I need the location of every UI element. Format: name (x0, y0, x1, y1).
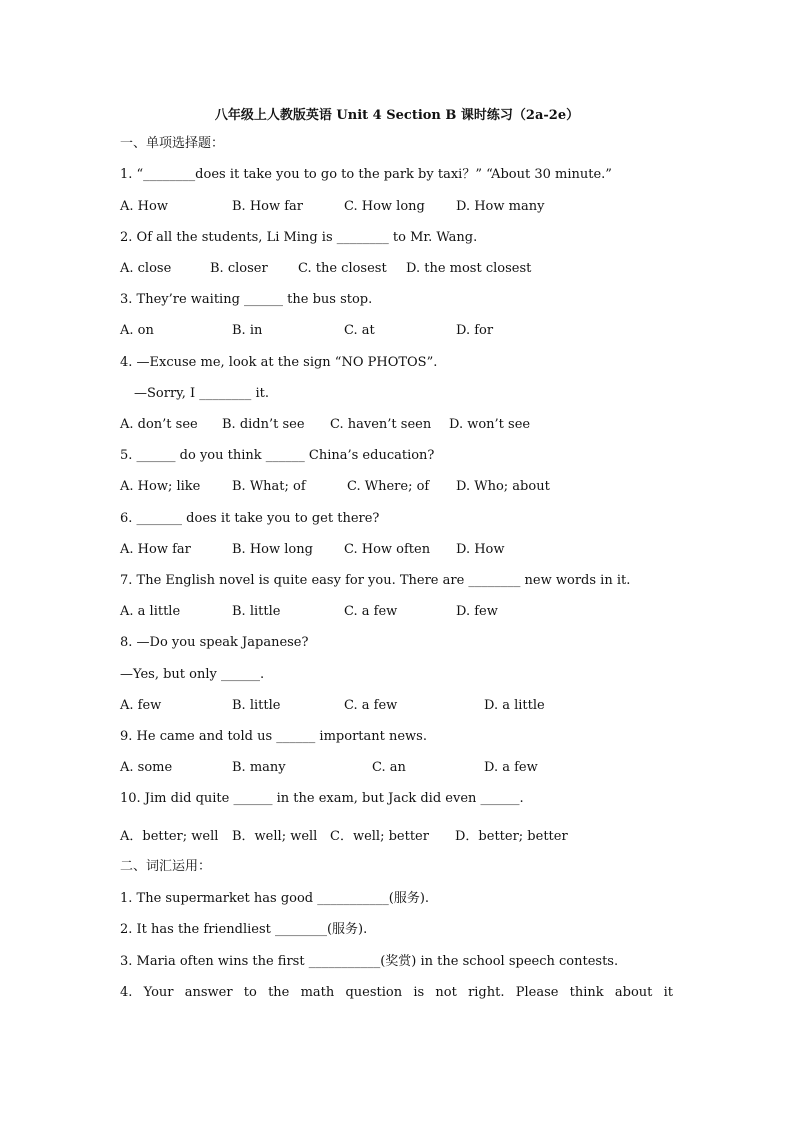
option-a: A. some (120, 760, 173, 775)
option-b: B. closer (210, 261, 268, 276)
option-c: C. the closest (298, 261, 387, 276)
option-b: B．well; well (232, 829, 318, 844)
vocab-item-4 (120, 985, 673, 1001)
option-d: D. How many (456, 199, 545, 214)
question-1-stem: 1. “________does it take you to go to the park by taxi？” “About 30 minute.” (120, 167, 612, 182)
option-d: D. few (456, 604, 498, 619)
question-9-stem: 9. He came and told us ______ important news. (120, 729, 427, 744)
option-b: B. How long (232, 542, 313, 557)
option-d: D. a little (484, 698, 545, 713)
question-8-stem: 8. —Do you speak Japanese? (120, 635, 309, 650)
question-6-stem: 6. _______ does it take you to get there? (120, 511, 380, 526)
option-c: C. a few (344, 698, 398, 713)
option-a: A. close (120, 261, 172, 276)
vocab-item-3: 3. Maria often wins the first ___________(奖赏) in the school speech contests. (120, 954, 619, 969)
word: about (614, 985, 653, 1000)
word: answer (184, 985, 233, 1000)
word: to (243, 985, 257, 1000)
word: right. (468, 985, 505, 1000)
option-d: D. How (456, 542, 505, 557)
vocab-item-1: 1. The supermarket has good ___________(服务). (120, 891, 430, 906)
option-a: A. How (120, 199, 168, 214)
question-10-stem: 10. Jim did quite ______ in the exam, but Jack did even ______. (120, 791, 524, 806)
option-a: A. on (120, 323, 154, 338)
option-a: A. don’t see (120, 417, 198, 432)
option-d: D. the most closest (406, 261, 532, 276)
section-2-heading: 二、词汇运用： (120, 859, 212, 874)
option-d: D. Who; about (456, 479, 550, 494)
word: it (663, 985, 673, 1000)
option-d: D. for (456, 323, 494, 338)
word: question (345, 985, 403, 1000)
option-c: C. Where; of (347, 479, 430, 494)
word: Please (515, 985, 559, 1000)
option-c: C. a few (344, 604, 398, 619)
option-d: D. a few (484, 760, 538, 775)
question-5-stem: 5. ______ do you think ______ China’s education? (120, 448, 435, 463)
word: think (569, 985, 604, 1000)
option-c: C. at (344, 323, 375, 338)
option-b: B. many (232, 760, 286, 775)
worksheet-title: 八年级上人教版英语 Unit 4 Section B 课时练习（2a-2e） (214, 108, 580, 123)
question-4-stem-reply: —Sorry, I ________ it. (134, 386, 269, 401)
question-2-stem: 2. Of all the students, Li Ming is ________ to Mr. Wang. (120, 230, 478, 245)
option-a: A. How; like (120, 479, 201, 494)
option-a: A．better; well (120, 829, 219, 844)
section-1-heading: 一、单项选择题： (120, 136, 225, 151)
option-b: B. What; of (232, 479, 306, 494)
word: the (268, 985, 290, 1000)
question-7-stem: 7. The English novel is quite easy for you. There are ________ new words in it. (120, 573, 631, 588)
option-d: D．better; better (455, 829, 568, 844)
option-c: C. How long (344, 199, 425, 214)
option-c: C. haven’t seen (330, 417, 432, 432)
option-b: B. in (232, 323, 263, 338)
option-a: A. a little (120, 604, 181, 619)
word: not (435, 985, 457, 1000)
option-c: C. an (372, 760, 406, 775)
option-b: B. little (232, 698, 281, 713)
question-4-stem: 4. —Excuse me, look at the sign “NO PHOTOS”. (120, 355, 438, 370)
option-d: D. won’t see (449, 417, 531, 432)
option-c: C．well; better (330, 829, 429, 844)
option-a: A. few (120, 698, 162, 713)
word: Your (143, 985, 174, 1000)
word: is (413, 985, 425, 1000)
option-a: A. How far (120, 542, 191, 557)
word: math (300, 985, 335, 1000)
option-b: B. little (232, 604, 281, 619)
vocab-item-2: 2. It has the friendliest ________(服务). (120, 922, 368, 937)
question-8-stem-reply: —Yes, but only ______. (120, 667, 265, 682)
word: 4. (120, 985, 133, 1000)
question-3-stem: 3. They’re waiting ______ the bus stop. (120, 292, 373, 307)
option-b: B. How far (232, 199, 304, 214)
option-b: B. didn’t see (222, 417, 305, 432)
option-c: C. How often (344, 542, 431, 557)
